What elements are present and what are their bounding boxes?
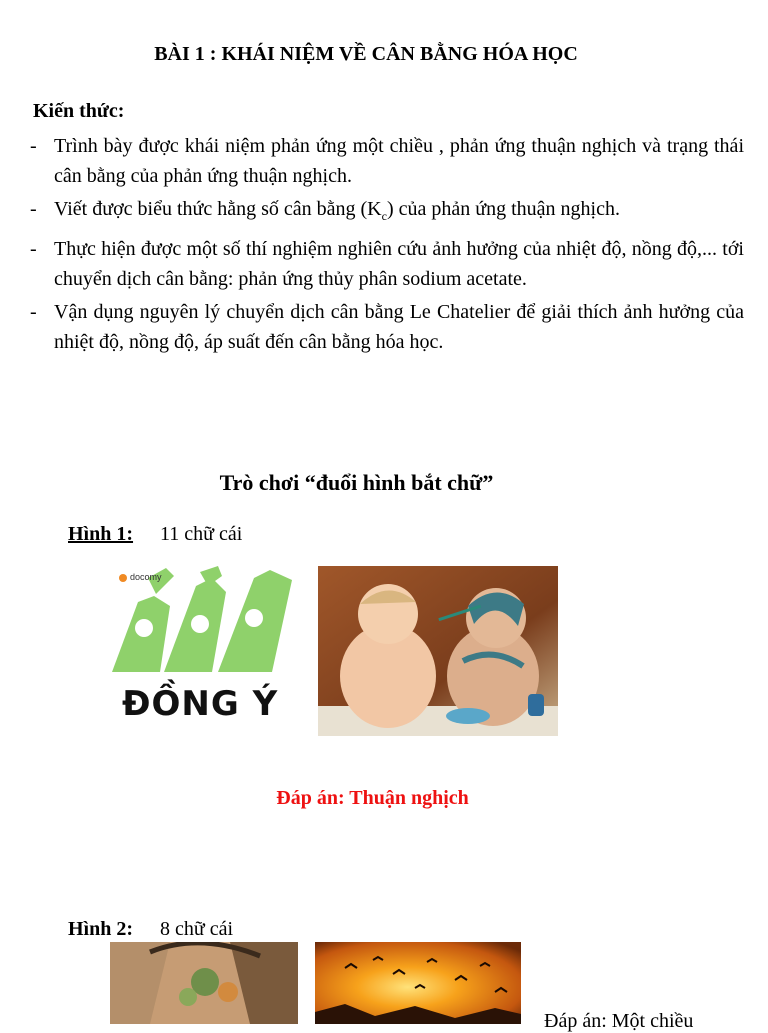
birds-sunset-photo [315,942,521,1024]
objectives-list [28,131,744,357]
figure2-label: Hình 2: [68,918,134,940]
figure1-label: Hình 1: [68,523,134,545]
babies-painting-photo [318,566,558,736]
dong-y-logo [108,566,300,734]
game-title: Trò chơi “đuổi hình bắt chữ” [219,470,494,495]
objective-item: - Thực hiện được một số thí nghiệm nghiên cứu ảnh hưởng của nhiệt độ, nồng độ,... tới chuyển dịch cân bằng: phản ứng thủy phân sodium acetate. [28,234,744,294]
objective-item: - Trình bày được khái niệm phản ứng một chiều , phản ứng thuận nghịch và trạng thái cân bằng của phản ứng thuận nghịch. [28,131,744,191]
gift-bag-photo [110,942,298,1024]
logo-caption: ĐỒNG Ý [122,684,279,724]
figure2-answer: Đáp án: Một chiều [544,1010,694,1032]
knowledge-heading: Kiến thức: [33,100,125,122]
figure1-answer: Đáp án: Thuận nghịch [276,787,469,809]
figure2-hint: 8 chữ cái [160,918,234,940]
logo-brand: docomy [130,572,162,582]
figure1-hint: 11 chữ cái [160,523,243,545]
objective-item: - Vận dụng nguyên lý chuyển dịch cân bằng Le Chatelier để giải thích ảnh hưởng của nhiệt độ, nồng độ, áp suất đến cân bằng hóa học. [28,297,744,357]
lesson-title: BÀI 1 : KHÁI NIỆM VỀ CÂN BẰNG HÓA HỌC [154,43,578,65]
objective-item-kc: - Viết được biểu thức hằng số cân bằng $(K_c)$ của phản ứng thuận nghịch. [28,194,744,231]
